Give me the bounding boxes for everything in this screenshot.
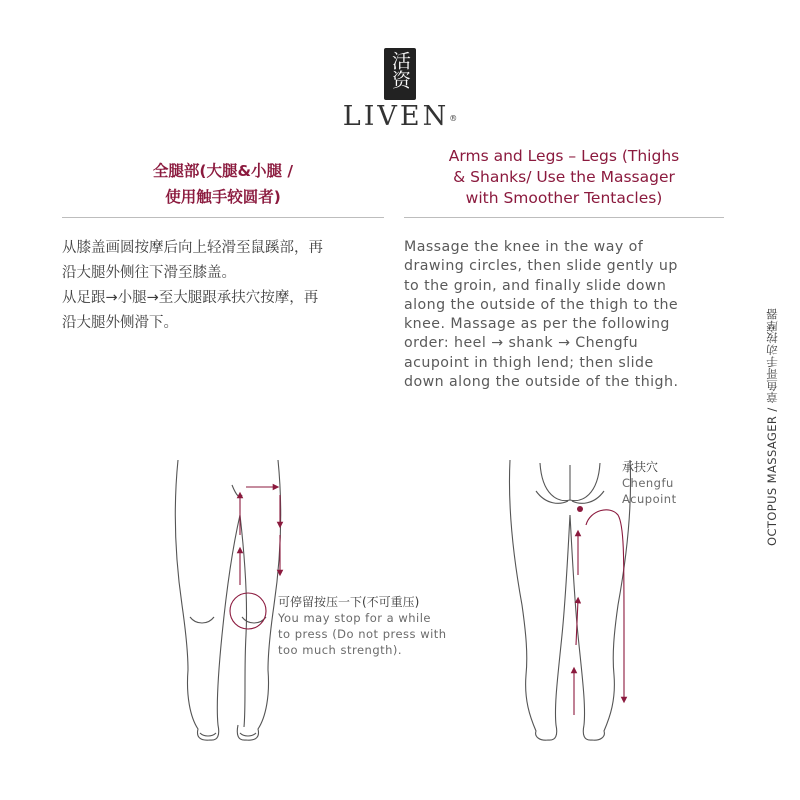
heading-english: Arms and Legs – Legs (Thighs & Shanks/ Use the Massager with Smoother Tentacles) — [448, 147, 680, 207]
instructions-chinese: 从膝盖画圆按摩后向上轻滑至鼠蹊部，再 沿大腿外侧往下滑至膝盖。 从足跟→小腿→至大腿跟承扶穴按摩，再 沿大腿外侧滑下。 — [62, 240, 323, 331]
back-legs-outline — [510, 460, 631, 740]
divider-right — [404, 217, 724, 218]
knee-circle — [230, 593, 266, 629]
divider-left — [62, 217, 384, 218]
heading-chinese: 全腿部(大腿&小腿 / 使用触手较圆者) — [152, 162, 294, 206]
massage-path-arrows — [230, 487, 280, 629]
brand-logo — [300, 48, 500, 132]
knee-annotation: 可停留按压一下(不可重压) You may stop for a while to press (Do not press with too much strength). — [278, 595, 447, 657]
chengfu-acupoint-dot — [577, 506, 583, 512]
back-legs-illustration — [500, 455, 640, 745]
seal-icon — [384, 48, 416, 100]
side-label: OCTOPUS MASSAGER / 章鱼哥手动按摩器 — [765, 308, 779, 546]
chengfu-annotation: 承扶穴 Chengfu Acupoint — [622, 460, 677, 506]
legs-outline — [175, 460, 280, 740]
instructions-english: Massage the knee in the way of drawing circles, then slide gently up to the groin, and finally slide down along the outside of the thigh to the knee. Massage as per the following order: heel → shank → Chengfu acupoint in thigh lend; then slide down along the outside of the thigh. — [404, 239, 679, 391]
svg-text:活资: 活资 — [389, 51, 411, 89]
brand-name: LIVEN® — [342, 101, 458, 132]
